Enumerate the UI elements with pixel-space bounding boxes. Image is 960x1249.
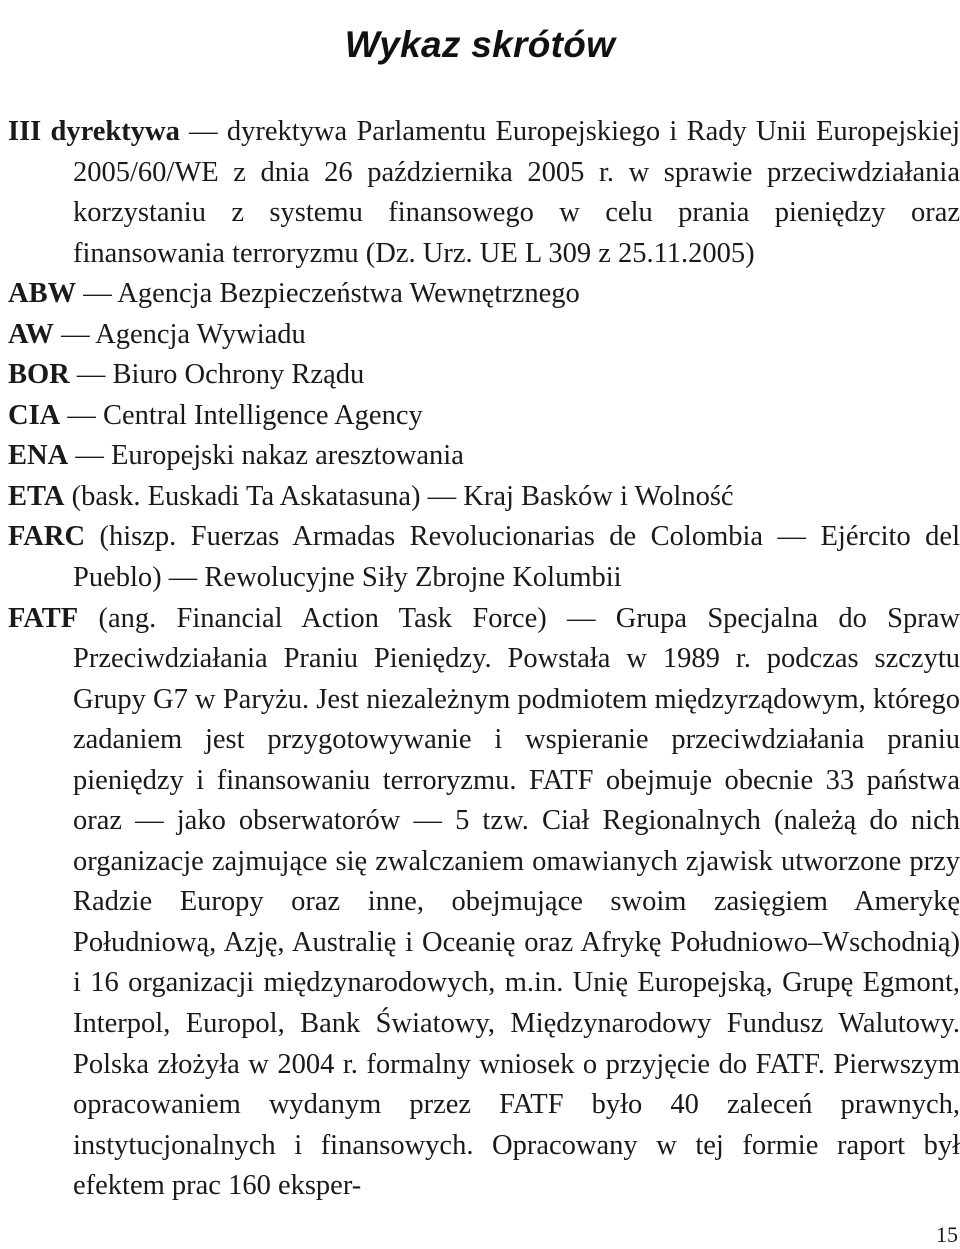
entry-ena (8, 436, 960, 477)
entry-fatf (8, 599, 960, 1207)
entry-abbreviation: ETA (8, 480, 65, 512)
abbreviation-list (8, 112, 960, 1207)
entry-definition: — Biuro Ochrony Rządu (69, 359, 365, 391)
entry-iii-dyrektywa (8, 112, 960, 274)
entry-abbreviation: FARC (8, 521, 86, 553)
page-title: Wykaz skrótów (344, 23, 616, 65)
entry-cia (8, 396, 960, 437)
entry-eta (8, 477, 960, 518)
entry-definition: (bask. Euskadi Ta Askatasuna) — Kraj Basków i Wolność (64, 480, 734, 512)
entry-abbreviation: ABW (8, 278, 77, 310)
entry-abbreviation: AW (8, 318, 54, 350)
entry-definition: — Europejski nakaz aresztowania (68, 440, 464, 472)
entry-abbreviation: CIA (8, 399, 61, 431)
entry-definition: — Agencja Bezpieczeństwa Wewnętrznego (76, 278, 580, 310)
entry-bor (8, 355, 960, 396)
entry-farc (8, 517, 960, 598)
entry-abbreviation: BOR (8, 359, 70, 391)
entry-definition: — dyrektywa Parlamentu Europejskiego i Rady Unii Europejskiej 2005/60/WE z dnia 26 października 2005 r. w sprawie przeciwdziałania korzystaniu z systemu finansowego w celu prania pieniędzy oraz finansowania terroryzmu (Dz. Urz. UE L 309 z 25.11.2005) (73, 116, 960, 269)
entry-abbreviation: ENA (8, 440, 69, 472)
entry-definition: (hiszp. Fuerzas Armadas Revolucionarias de Colombia — Ejército del Pueblo) — Rewolucyjne Siły Zbrojne Kolumbii (73, 521, 960, 594)
entry-abbreviation: III dyrektywa (8, 116, 180, 147)
page-number: 15 (936, 1222, 958, 1247)
entry-definition: — Agencja Wywiadu (53, 318, 306, 350)
entry-definition: — Central Intelligence Agency (60, 399, 423, 431)
entry-definition: (ang. Financial Action Task Force) — Grupa Specjalna do Spraw Przeciwdziałania Praniu Pieniędzy. Powstała w 1989 r. podczas szczytu Grupy G7 w Paryżu. Jest niezależnym podmiotem międzyrządowym, którego zadaniem jest przygotowywanie i wspieranie przeciwdziałania praniu pieniędzy i finansowaniu terroryzmu. FATF obejmuje obecnie 33 państwa oraz — jako obserwatorów — 5 tzw. Ciał Regionalnych (należą do nich organizacje zajmujące się zwalczaniem omawianych zjawisk utworzone przy Radzie Europy oraz inne, obejmujące swoim zasięgiem Amerykę Południową, Azję, Australię i Oceanię oraz Afrykę Południowo–Wschodnią) i 16 organizacji międzynarodowych, m.in. Unię Europejską, Grupę Egmont, Interpol, Europol, Bank Światowy, Międzynarodowy Fundusz Walutowy. Polska złożyła w 2004 r. formalny wniosek o przyjęcie do FATF. Pierwszym opracowaniem wydanym przez FATF było 40 zaleceń prawnych, instytucjonalnych i finansowych. Opracowany w tej formie raport był efektem prac 160 eksper- (73, 602, 960, 1202)
entry-abbreviation: FATF (8, 602, 79, 634)
entry-abw (8, 274, 960, 315)
entry-aw (8, 315, 960, 356)
